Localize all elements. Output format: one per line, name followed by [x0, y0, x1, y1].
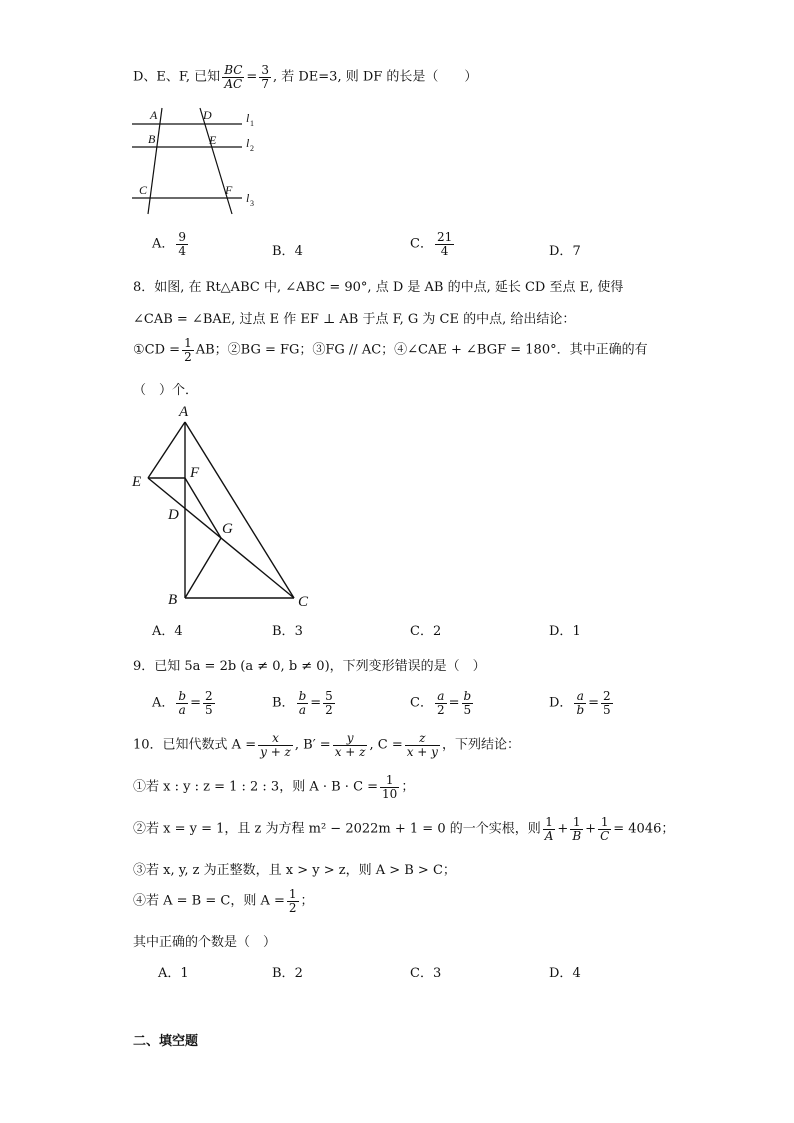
q9-stem: 9．已知 5a = 2b (a ≠ 0, b ≠ 0)，下列变形错误的是（ ） — [133, 659, 486, 674]
label-l1-sub: 1 — [250, 119, 254, 128]
q8-line2: ∠CAB = ∠BAE, 过点 E 作 EF ⊥ AB 于点 F, G 为 CE 的中点, 给出结论： — [133, 312, 576, 327]
q7-option-c[interactable]: C． $\frac{21}{4}$ — [410, 230, 453, 258]
q8-line1: 8．如图, 在 Rt△ABC 中, ∠ABC = 90°, 点 D 是 AB 的中点, 延长 CD 至点 E, 使得 — [133, 280, 624, 295]
label-E: E — [132, 474, 142, 490]
q8-option-a[interactable]: A．4 — [152, 624, 183, 639]
label-l1: l — [246, 111, 250, 125]
q10-option-b[interactable]: B．2 — [272, 966, 303, 981]
label-C: C — [139, 183, 148, 197]
q8-option-c[interactable]: C．2 — [410, 624, 442, 639]
q10-ask: 其中正确的个数是（ ） — [133, 935, 277, 950]
label-C: C — [298, 594, 309, 610]
label-E: E — [209, 133, 217, 147]
q7-option-a[interactable]: A． $\frac{9}{4}$ — [152, 230, 187, 258]
label-l2-sub: 2 — [250, 144, 254, 153]
q7-given-fraction: $\frac{BC}{AC}$ — [224, 63, 243, 91]
q10-statement-2: ②若 x = y = 1，且 z 为方程 m² − 2022m + 1 = 0 的一个实根，则 $\frac{1}{A}$ + $\frac{1}{B}$ + $\frac{1}{C}$ = 4046； — [133, 815, 675, 843]
q10-statement-3: ③若 x, y, z 为正整数，且 x > y > z，则 A > B > C； — [133, 863, 456, 878]
label-F: F — [190, 465, 200, 481]
q10-statement-1: ①若 x : y : z = 1 : 2 : 3，则 A · B · C = $\frac{1}{10}$ ； — [133, 773, 415, 801]
segment-AE — [148, 422, 185, 478]
q7-ratio-fraction: $\frac{3}{7}$ — [261, 63, 269, 91]
q8-conclusions: ①CD = $\frac{1}{2}$ AB；②BG = FG；③FG // AC；④∠CAE + ∠BGF = 180°．其中正确的有 — [133, 336, 648, 364]
q8-line4: （ ）个． — [133, 383, 199, 398]
q9-option-b[interactable]: B． $\frac{b}{a}$ = $\frac{5}{2}$ — [272, 689, 333, 717]
q9-option-a[interactable]: A． $\frac{b}{a}$ = $\frac{2}{5}$ — [152, 689, 213, 717]
q7-stem-post: , 若 DE=3, 则 DF 的长是（ ） — [272, 69, 478, 85]
q8-option-d[interactable]: D．1 — [549, 624, 581, 639]
label-D: D — [168, 507, 179, 523]
q10-option-a[interactable]: A．1 — [158, 966, 189, 981]
q9-option-d[interactable]: D． $\frac{a}{b}$ = $\frac{2}{5}$ — [549, 689, 611, 717]
q10-stem: 10．已知代数式 A = $\frac{x}{y + z}$ , B′ = $\frac{y}{x + z}$ , C = $\frac{z}{x + y}$ ，下列结论： — [133, 731, 520, 759]
q8-option-b[interactable]: B．3 — [272, 624, 303, 639]
segment-BG — [185, 538, 221, 598]
label-l3-sub: 3 — [250, 199, 254, 208]
q10-option-d[interactable]: D．4 — [549, 966, 581, 981]
label-l2: l — [246, 136, 250, 150]
label-A: A — [179, 404, 189, 420]
q9-option-c[interactable]: C． $\frac{a}{2}$ = $\frac{b}{5}$ — [410, 689, 472, 717]
label-G: G — [222, 521, 233, 537]
label-A: A — [150, 108, 158, 122]
label-l3: l — [246, 191, 250, 205]
q7-stem: D、E、F, 已知 $\frac{BC}{AC}$ = $\frac{3}{7}$ , 若 DE=3, 则 DF 的长是（ ） — [133, 63, 478, 91]
label-F: F — [225, 183, 233, 197]
label-B: B — [148, 132, 156, 146]
q7-option-b[interactable]: B．4 — [272, 244, 303, 259]
label-D: D — [203, 108, 212, 122]
q7-figure — [128, 104, 268, 220]
q7-option-d[interactable]: D．7 — [549, 244, 581, 259]
q7-stem-pre: D、E、F, 已知 — [133, 69, 221, 85]
section-title: 二、填空题 — [133, 1034, 199, 1049]
q10-option-c[interactable]: C．3 — [410, 966, 442, 981]
q8-figure — [128, 400, 328, 615]
q10-statement-4: ④若 A = B = C，则 A = $\frac{1}{2}$ ； — [133, 887, 314, 915]
label-B: B — [168, 592, 178, 608]
segment-FG — [185, 478, 221, 538]
